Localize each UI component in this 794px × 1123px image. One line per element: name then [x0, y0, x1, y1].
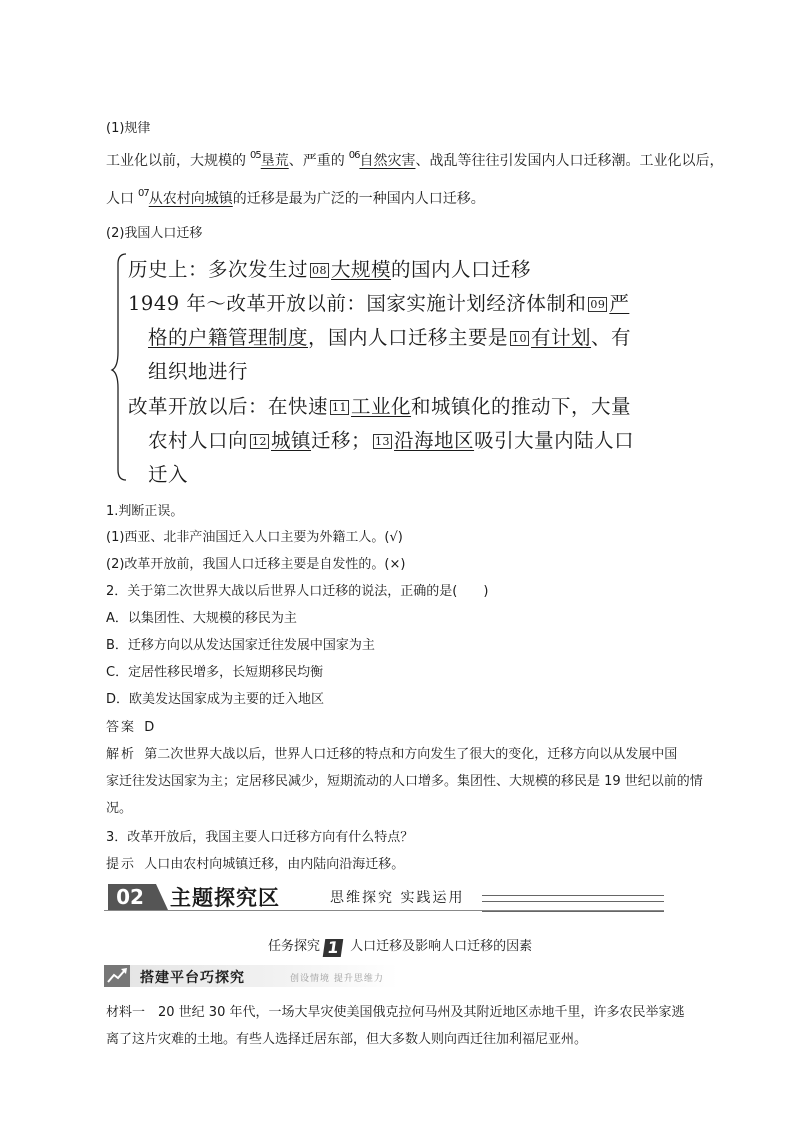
text: 和城镇化的推动下，大量 [411, 395, 632, 418]
text: 的国内人口迁移 [391, 258, 532, 281]
fill-answer: 格的户籍管理制度 [148, 326, 309, 349]
curly-brace-icon [110, 252, 130, 482]
brace-line-1949 [128, 288, 629, 316]
text: 的迁移是最为广泛的一种国内人口迁移。 [232, 191, 485, 207]
fill-answer: 严 [609, 292, 630, 315]
material-line-1: 材料一 20 世纪 30 年代，一场大旱灾使美国俄克拉何马州及其附近地区赤地千里，许多农民举家逃 [106, 1005, 685, 1020]
fill-answer: 大规模 [331, 258, 392, 281]
task-heading [268, 935, 532, 957]
analysis-line-2: 家迁往发达国家为主；定居移民减少，短期流动的人口增多。集团性、大规模的移民是 19 世纪以前的情 [106, 774, 703, 789]
fill-answer: 工业化 [351, 395, 412, 418]
question-1-item-1: (1)西亚、北非产油国迁入人口主要为外籍工人。(√) [106, 530, 403, 545]
option-b: B．迁移方向以从发达国家迁往发展中国家为主 [106, 638, 375, 653]
blank-number-box: 13 [375, 435, 391, 448]
answer-line [106, 716, 154, 735]
blank-number-box: 11 [332, 401, 348, 414]
platform-title: 搭建平台巧探究 [140, 970, 245, 986]
fill-answer: 有计划 [531, 326, 592, 349]
section-heading-china-migration: (2)我国人口迁移 [106, 226, 203, 241]
option-c: C．定居性移民增多，长短期移民均衡 [106, 665, 324, 680]
banner-underline [104, 910, 664, 911]
text: 人口 [106, 191, 134, 207]
text: 、严重的 [288, 153, 345, 169]
brace-line-1949-cont [148, 322, 631, 350]
text: 、战乱等往往引发国内人口迁移潮。工业化以后， [415, 153, 724, 169]
answer-label: 答案 [106, 720, 137, 735]
blank-number-box: 08 [312, 264, 328, 277]
rule-paragraph-line-2 [106, 188, 485, 208]
rule-paragraph-line-1 [106, 150, 723, 170]
analysis-line-1 [106, 743, 677, 762]
analysis-label: 解析 [106, 747, 137, 762]
brace-line-reform-end: 迁入 [148, 463, 189, 486]
fill-answer: 从农村向城镇 [148, 191, 233, 207]
text: 工业化以前，大规模的 [106, 153, 246, 169]
text: 迁移； [311, 429, 372, 452]
trend-arrow-icon [104, 965, 130, 987]
blank-number-box: 12 [252, 435, 268, 448]
platform-subtitle: 创设情境 提升思维力 [290, 974, 384, 984]
blank-number: 06 [348, 150, 360, 161]
section-banner-subtitle: 思维探究 实践运用 [330, 890, 465, 906]
question-1-item-2: (2)改革开放前，我国人口迁移主要是自发性的。(×) [106, 557, 406, 572]
fill-answer: 沿海地区 [394, 429, 475, 452]
section-banner-title: 主题探究区 [170, 886, 280, 910]
fill-answer: 自然灾害 [359, 153, 416, 169]
question-3: 3．改革开放后，我国主要人口迁移方向有什么特点？ [106, 830, 414, 845]
text: 第二次世界大战以后，世界人口迁移的特点和方向发生了很大的变化，迁移方向以从发展中国 [144, 747, 678, 762]
option-d: D．欧美发达国家成为主要的迁入地区 [106, 692, 325, 707]
section-number-badge: 02 [108, 884, 152, 910]
brace-line-reform [128, 391, 631, 419]
text: 、有 [591, 326, 632, 349]
banner-slant-icon [150, 884, 168, 910]
task-title: 人口迁移及影响人口迁移的因素 [350, 939, 533, 954]
text: ，国内人口迁移主要是 [308, 326, 509, 349]
material-line-2: 离了这片灾难的土地。有些人选择迁居东部，但大多数人则向西迁往加利福尼亚州。 [106, 1032, 588, 1047]
text: 历史上：多次发生过 [128, 258, 309, 281]
brace-line-reform-cont [148, 425, 634, 453]
option-a: A．以集团性、大规模的移民为主 [106, 611, 297, 626]
task-prefix: 任务探究 [268, 939, 321, 954]
blank-number-box: 09 [590, 298, 606, 311]
text: 农村人口向 [148, 429, 249, 452]
question-2: 2．关于第二次世界大战以后世界人口迁移的说法，正确的是( ) [106, 584, 489, 599]
blank-number: 05 [250, 150, 261, 161]
fill-answer: 垦荒 [260, 153, 289, 169]
text: 改革开放以后：在快速 [128, 395, 329, 418]
text: 人口由农村向城镇迁移，由内陆向沿海迁移。 [144, 857, 405, 872]
task-number-icon: 1 [323, 939, 344, 957]
answer-value: D [144, 720, 155, 735]
blank-number: 07 [138, 188, 149, 199]
question-1: 1.判断正误。 [106, 504, 184, 519]
hint-line [106, 853, 404, 872]
text: 1949 年～改革开放以前：国家实施计划经济体制和 [128, 292, 587, 315]
section-heading-rule: (1)规律 [106, 121, 151, 136]
text: 吸引大量内陆人口 [474, 429, 635, 452]
blank-number-box: 10 [512, 332, 528, 345]
fill-answer: 城镇 [271, 429, 312, 452]
analysis-line-3: 况。 [106, 801, 133, 816]
brace-line-history [128, 254, 531, 282]
platform-banner [104, 965, 398, 987]
brace-line-1949-end: 组织地进行 [148, 360, 249, 383]
hint-label: 提示 [106, 857, 137, 872]
